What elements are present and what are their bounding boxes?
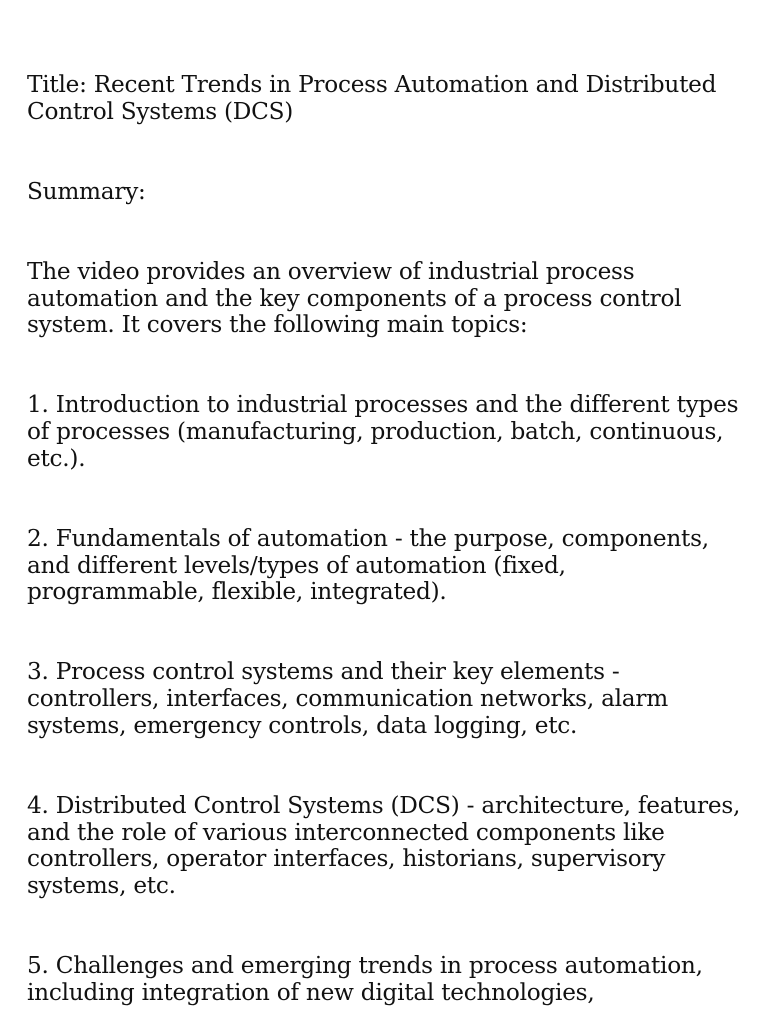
topic-item-4: 4. Distributed Control Systems (DCS) - architecture, features, and the role of various interconnected components like controllers, operator interfaces, historians, supervisory systems, etc. bbox=[27, 791, 741, 899]
summary-intro: The video provides an overview of industrial process automation and the key components of a process control system. It covers the following main topics: bbox=[27, 257, 682, 339]
document-body bbox=[27, 72, 747, 1007]
topic-item-2: 2. Fundamentals of automation - the purpose, components, and different levels/types of automation (fixed, programmable, flexible, integrated). bbox=[27, 524, 709, 606]
topic-item-1: 1. Introduction to industrial processes and the different types of processes (manufacturing, production, batch, continuous, etc.). bbox=[27, 391, 739, 472]
summary-heading: Summary: bbox=[27, 177, 146, 205]
topic-item-5: 5. Challenges and emerging trends in process automation, including integration of new digital technologies, bbox=[27, 952, 703, 1006]
topic-item-3: 3. Process control systems and their key elements - controllers, interfaces, communication networks, alarm systems, emergency controls, data logging, etc. bbox=[27, 658, 668, 739]
document-title: Title: Recent Trends in Process Automation and Distributed Control Systems (DCS) bbox=[27, 71, 717, 125]
